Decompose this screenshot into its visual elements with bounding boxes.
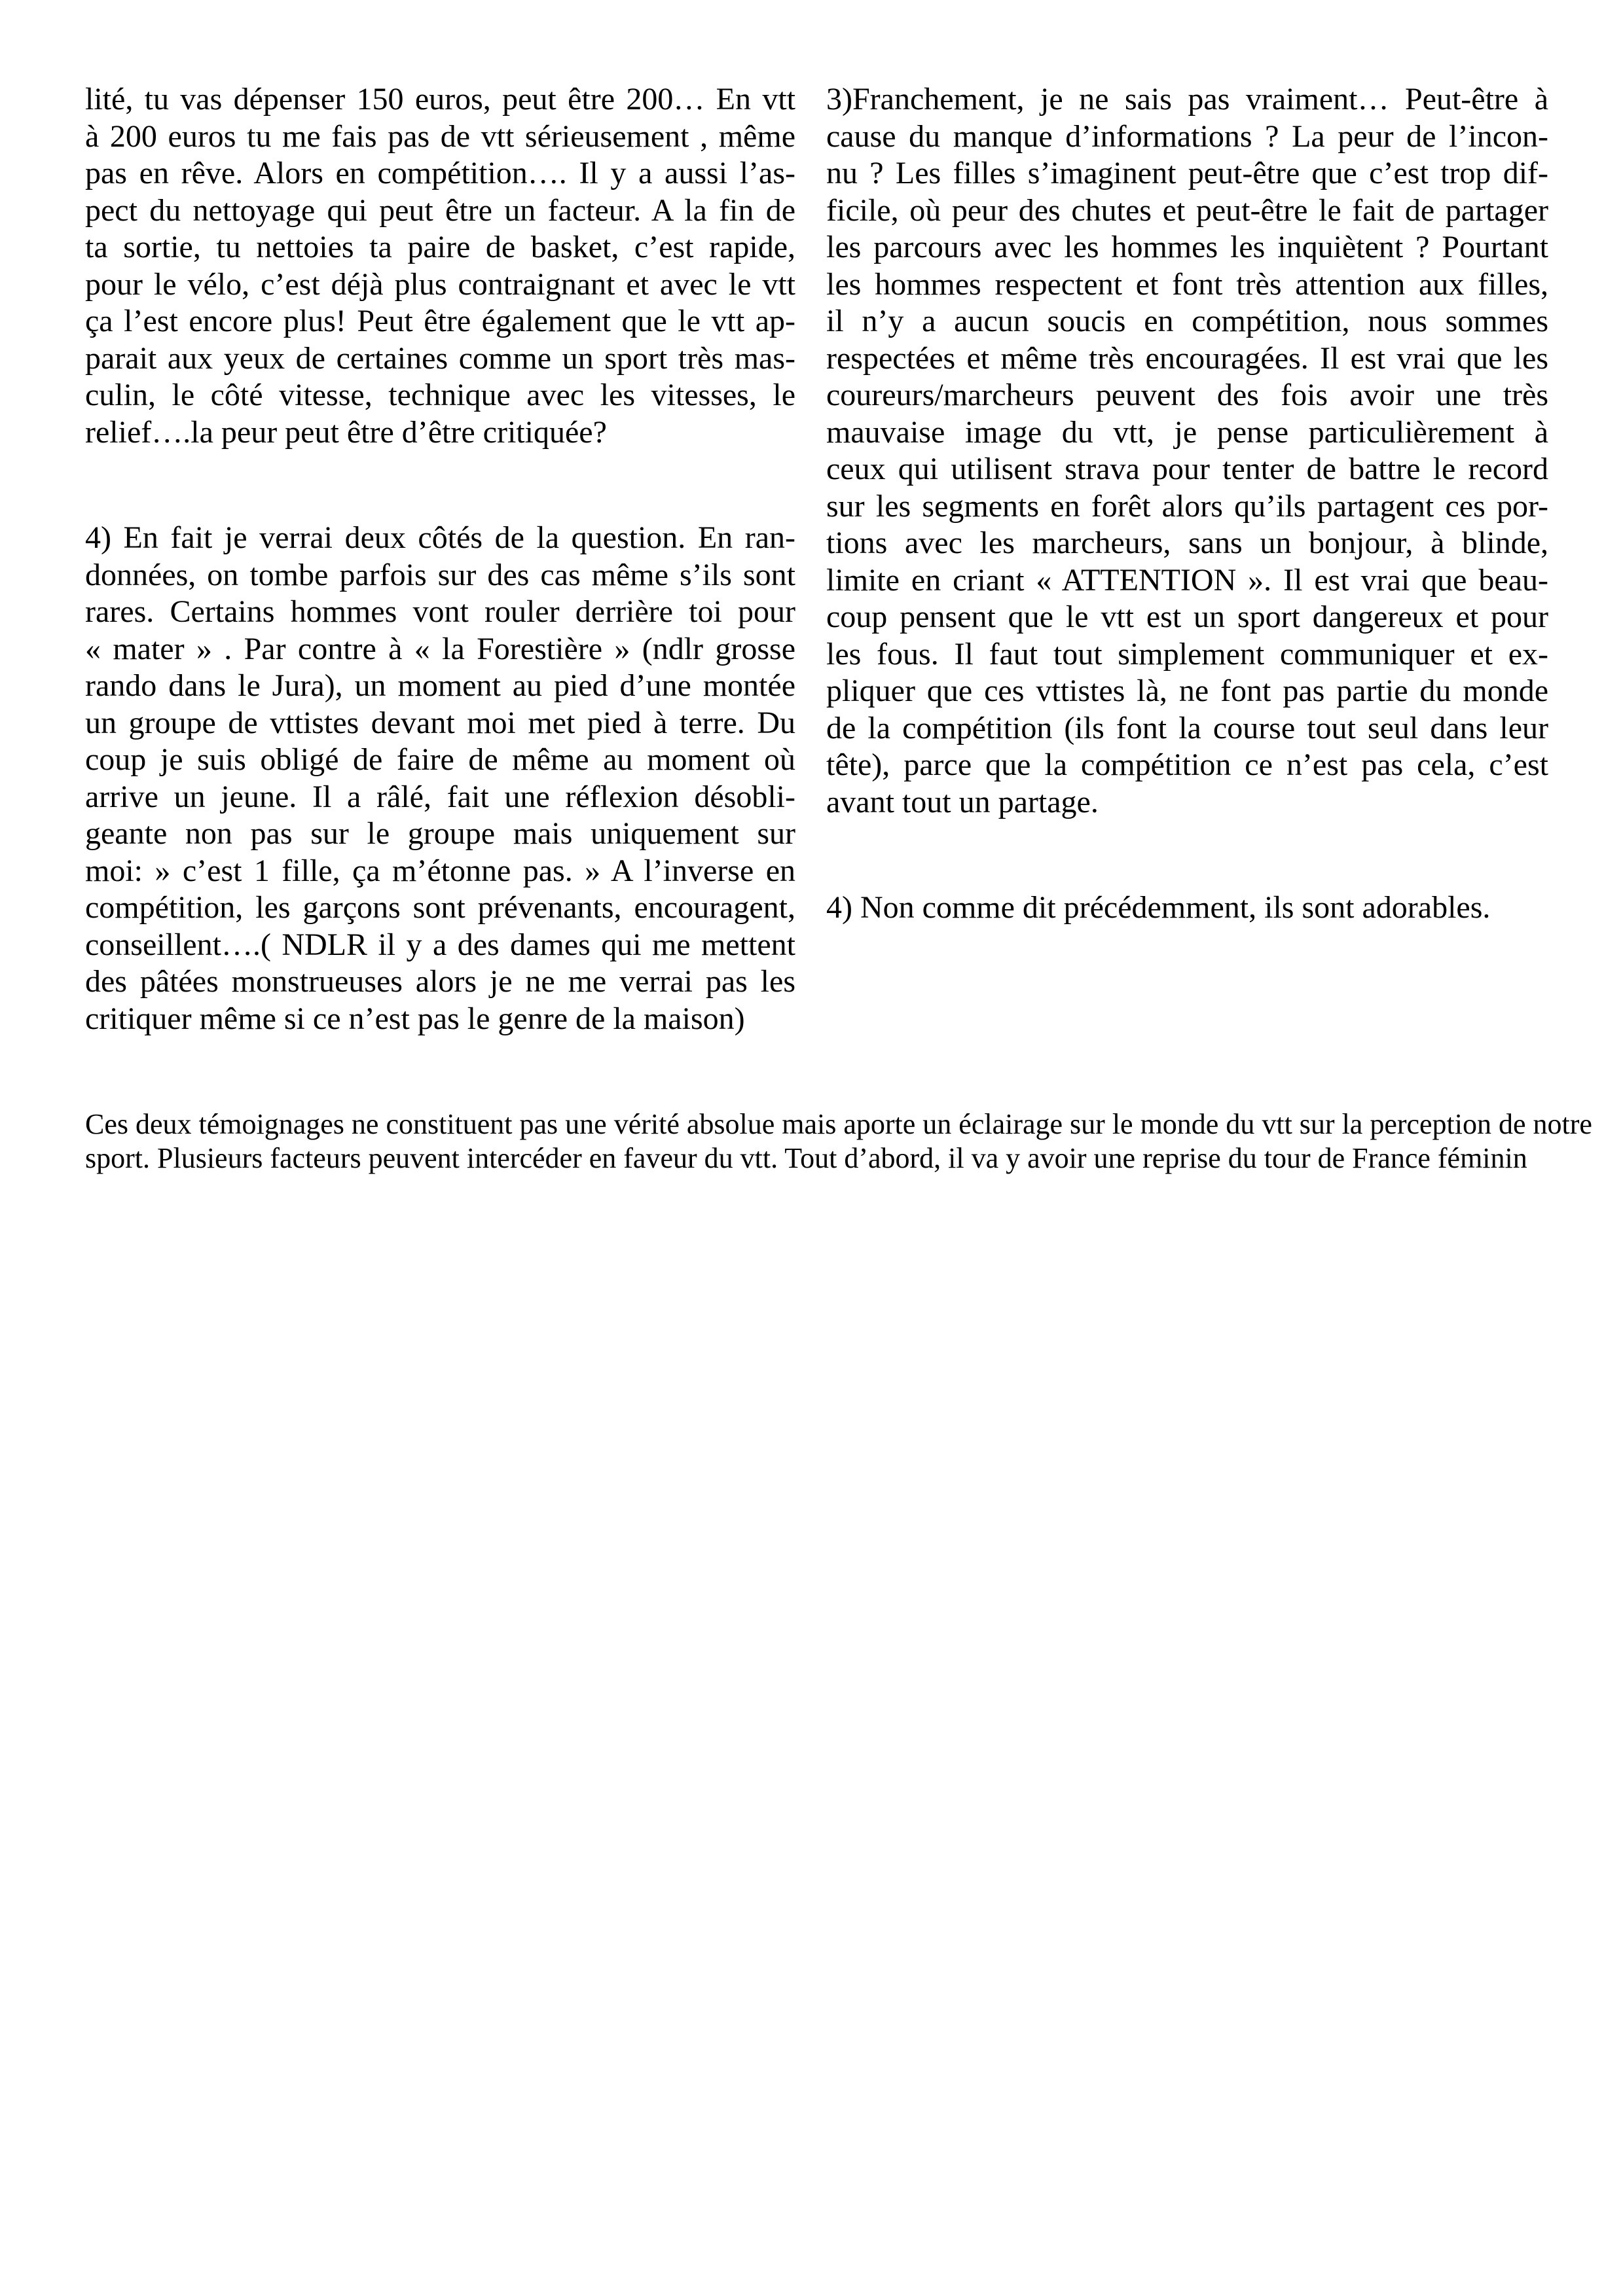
text-line: parait aux yeux de certaines comme un sport très mas- [85, 340, 795, 376]
paragraph [85, 520, 795, 1037]
text-line: tions avec les marcheurs, sans un bonjour, à blinde, [826, 526, 1548, 560]
text-line: à 200 euros tu me fais pas de vtt sérieusement , même [85, 118, 795, 154]
text-line: ta sortie, tu nettoies ta paire de basket, c’est rapide, [85, 230, 795, 264]
footer-line: Ces deux témoignages ne constituent pas une vérité absolue mais aporte un éclairage sur le monde du vtt sur la perception de notre [85, 1108, 1592, 1140]
text-line: les fous. Il faut tout simplement communiquer et ex- [826, 636, 1548, 672]
text-line: coup je suis obligé de faire de même au moment où [85, 742, 795, 777]
text-column-right [826, 81, 1548, 927]
text-line: limite en criant « ATTENTION ». Il est vrai que beau- [826, 562, 1548, 598]
paragraph [85, 81, 795, 451]
text-line: coureurs/marcheurs peuvent des fois avoir une très [826, 378, 1548, 412]
text-line: les parcours avec les hommes les inquiètent ? Pourtant [826, 230, 1548, 264]
text-line: 4) Non comme dit précédemment, ils sont adorables. [826, 890, 1491, 925]
paragraph [826, 81, 1548, 821]
text-line: coup pensent que le vtt est un sport dangereux et pour [826, 600, 1548, 634]
text-line: moi: » c’est 1 fille, ça m’étonne pas. » A l’inverse en [85, 853, 795, 888]
text-line: cause du manque d’informations ? La peur de l’incon- [826, 118, 1548, 154]
text-line: données, on tombe parfois sur des cas même s’ils sont [85, 557, 795, 592]
text-line: ceux qui utilisent strava pour tenter de battre le record [826, 452, 1548, 486]
text-line: lité, tu vas dépenser 150 euros, peut être 200… En vtt [85, 82, 795, 117]
text-line: relief….la peur peut être d’être critiquée? [85, 414, 607, 450]
text-line: geante non pas sur le groupe mais uniquement sur [85, 816, 795, 851]
text-line: rando dans le Jura), un moment au pied d’une montée [85, 668, 795, 703]
text-line: compétition, les garçons sont prévenants, encouragent, [85, 890, 795, 925]
text-line: pect du nettoyage qui peut être un facteur. A la fin de [85, 192, 795, 228]
text-line: tête), parce que la compétition ce n’est pas cela, c’est [826, 747, 1548, 782]
text-line: les hommes respectent et font très attention aux filles, [826, 266, 1548, 302]
text-line: arrive un jeune. Il a râlé, fait une réflexion désobli- [85, 779, 795, 814]
text-line: culin, le côté vitesse, technique avec les vitesses, le [85, 378, 795, 412]
text-line: conseillent….( NDLR il y a des dames qui me mettent [85, 927, 795, 962]
text-line: respectées et même très encouragées. Il est vrai que les [826, 340, 1548, 376]
text-line: mauvaise image du vtt, je pense particulièrement à [826, 414, 1548, 450]
text-line: de la compétition (ils font la course tout seul dans leur [826, 710, 1548, 745]
text-line: « mater » . Par contre à « la Forestière » (ndlr grosse [85, 631, 795, 666]
paragraph [826, 889, 1548, 927]
text-line: avant tout un partage. [826, 784, 1099, 819]
text-column-left [85, 81, 795, 1037]
text-line: pas en rêve. Alors en compétition…. Il y a aussi l’as- [85, 156, 795, 190]
text-line: un groupe de vttistes devant moi met pied à terre. Du [85, 705, 795, 740]
text-line: ficile, où peur des chutes et peut-être le fait de partager [826, 192, 1548, 228]
text-line: ça l’est encore plus! Peut être également que le vtt ap- [85, 304, 795, 338]
footer-paragraph [85, 1107, 1592, 1175]
text-line: pour le vélo, c’est déjà plus contraignant et avec le vtt [85, 266, 795, 302]
text-line: 3)Franchement, je ne sais pas vraiment… Peut-être à [826, 82, 1548, 117]
text-line: il n’y a aucun soucis en compétition, nous sommes [826, 304, 1548, 338]
text-line: des pâtées monstrueuses alors je ne me verrai pas les [85, 964, 795, 999]
text-line: sur les segments en forêt alors qu’ils partagent ces por- [826, 488, 1548, 524]
footer-line: sport. Plusieurs facteurs peuvent intercéder en faveur du vtt. Tout d’abord, il va y avoir une reprise du tour de France féminin [85, 1142, 1527, 1174]
text-line: critiquer même si ce n’est pas le genre de la maison) [85, 1001, 745, 1036]
text-line: 4) En fait je verrai deux côtés de la question. En ran- [85, 520, 795, 555]
text-line: nu ? Les filles s’imaginent peut-être que c’est trop dif- [826, 156, 1548, 190]
text-line: rares. Certains hommes vont rouler derrière toi pour [85, 594, 795, 629]
text-line: pliquer que ces vttistes là, ne font pas partie du monde [826, 673, 1548, 708]
